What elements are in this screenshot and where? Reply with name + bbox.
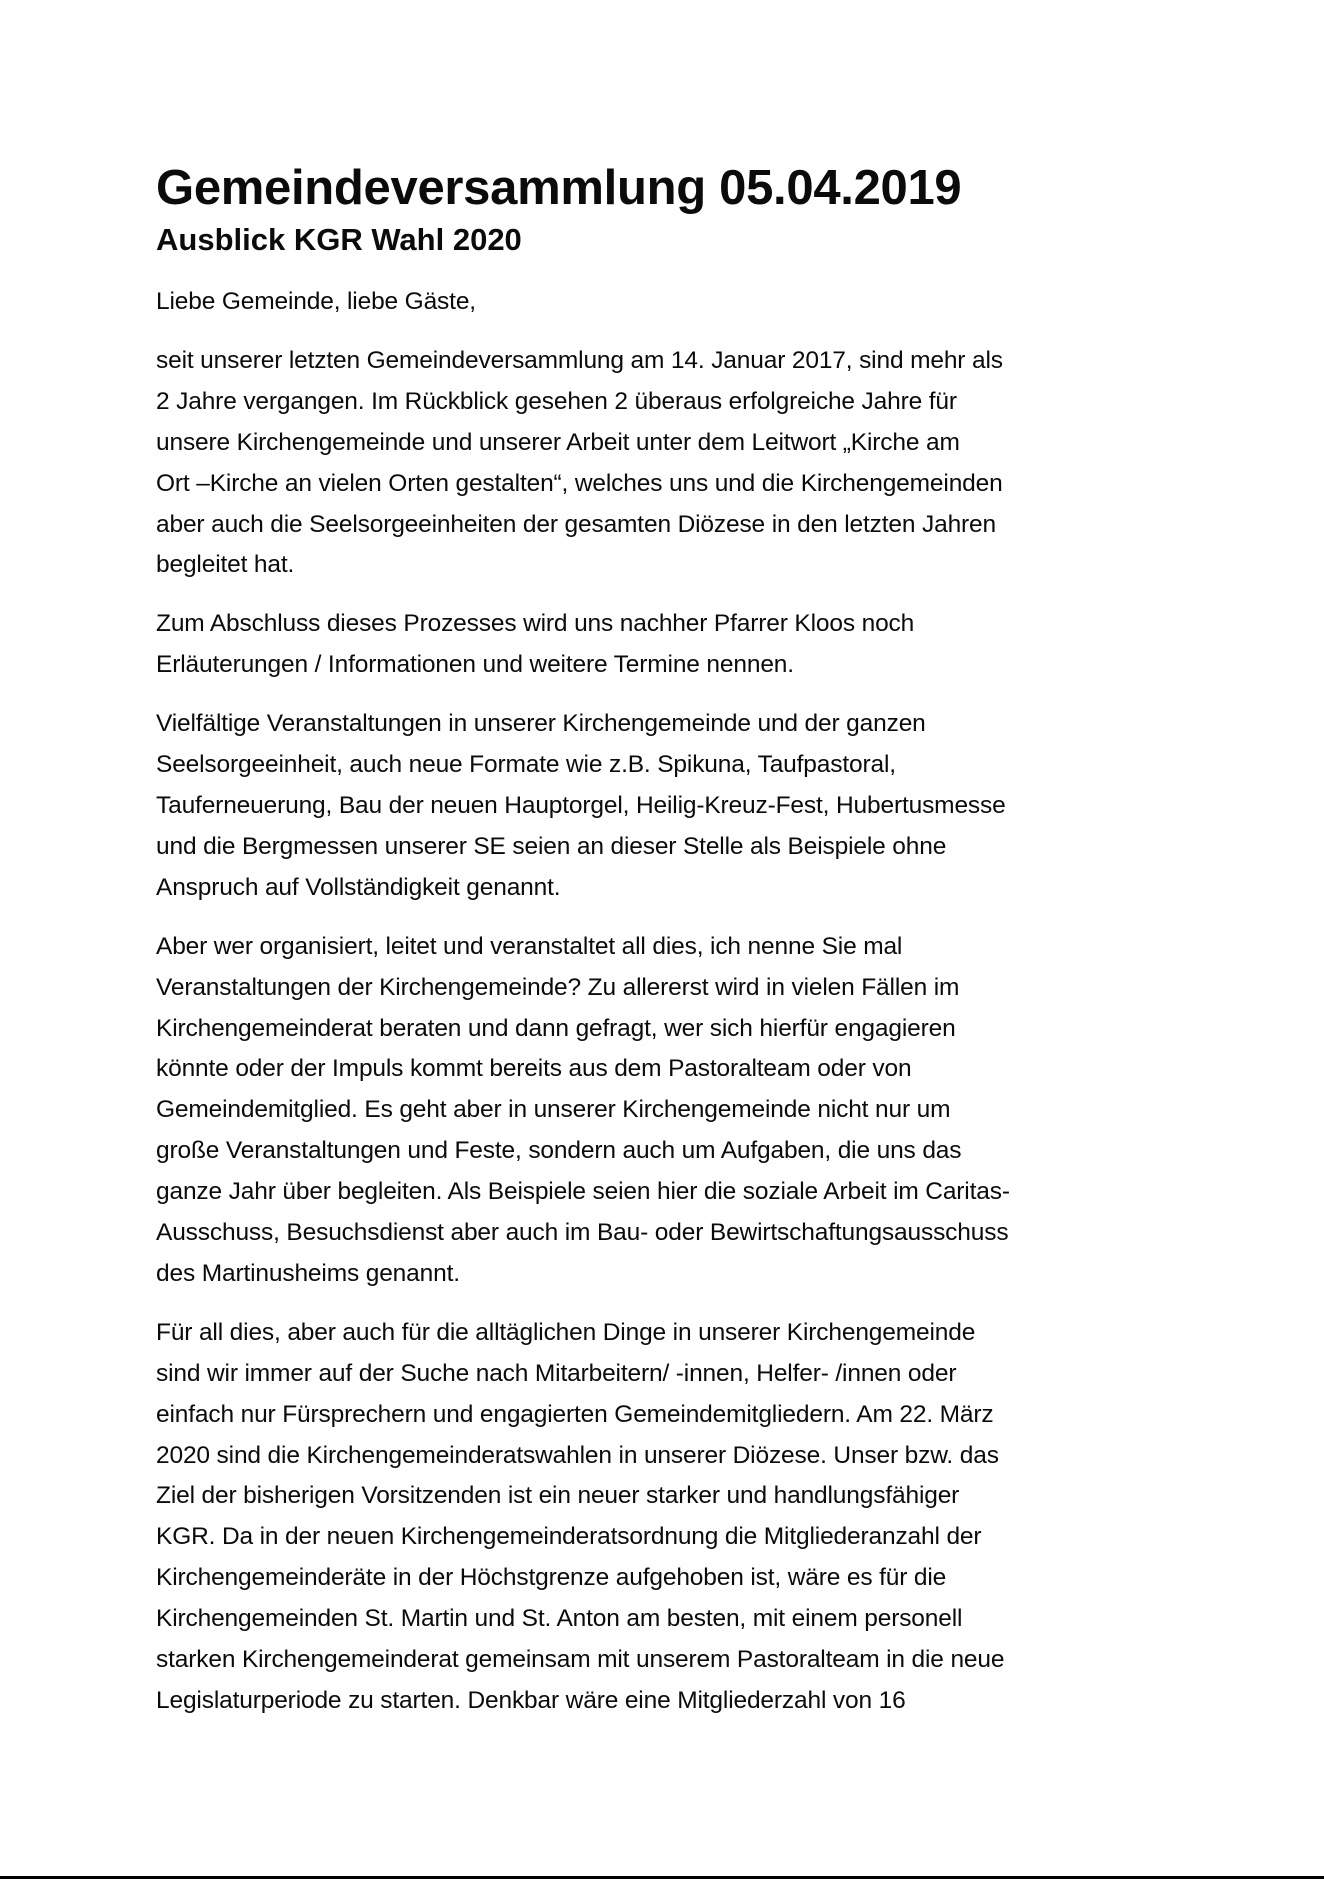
- text-line: seit unserer letzten Gemeindeversammlung am 14. Januar 2017, sind mehr als: [156, 346, 1003, 374]
- text-line: große Veranstaltungen und Feste, sondern auch um Aufgaben, die uns das: [156, 1137, 962, 1165]
- text-line: ganze Jahr über begleiten. Als Beispiele seien hier die soziale Arbeit im Caritas-: [156, 1178, 1010, 1206]
- document-title: Gemeindeversammlung 05.04.2019: [156, 161, 962, 215]
- text-line: Kirchengemeinderat beraten und dann gefragt, wer sich hierfür engagieren: [156, 1014, 956, 1042]
- document-subtitle: Ausblick KGR Wahl 2020: [156, 222, 522, 257]
- text-line: Veranstaltungen der Kirchengemeinde? Zu allererst wird in vielen Fällen im: [156, 973, 960, 1001]
- text-line: KGR. Da in der neuen Kirchengemeinderatsordnung die Mitgliederanzahl der: [156, 1523, 982, 1551]
- text-line: unsere Kirchengemeinde und unserer Arbeit unter dem Leitwort „Kirche am: [156, 428, 960, 456]
- text-line: Tauferneuerung, Bau der neuen Hauptorgel, Heilig-Kreuz-Fest, Hubertusmesse: [156, 791, 1006, 819]
- text-line: Ausschuss, Besuchsdienst aber auch im Bau- oder Bewirtschaftungsausschuss: [156, 1219, 1009, 1247]
- text-line: und die Bergmessen unserer SE seien an dieser Stelle als Beispiele ohne: [156, 832, 947, 860]
- text-line: Für all dies, aber auch für die alltäglichen Dinge in unserer Kirchengemeinde: [156, 1318, 976, 1346]
- text-line: Ort –Kirche an vielen Orten gestalten“, welches uns und die Kirchengemeinden: [156, 469, 1003, 497]
- paragraph: [156, 341, 1166, 586]
- text-line: Zum Abschluss dieses Prozesses wird uns nachher Pfarrer Kloos noch: [156, 610, 915, 638]
- text-line: 2020 sind die Kirchengemeinderatswahlen in unserer Diözese. Unser bzw. das: [156, 1441, 999, 1469]
- paragraph: [156, 927, 1166, 1295]
- paragraph: [156, 704, 1166, 909]
- text-line: Ziel der bisherigen Vorsitzenden ist ein neuer starker und handlungsfähiger: [156, 1482, 960, 1510]
- text-line: begleitet hat.: [156, 551, 295, 579]
- text-line: Legislaturperiode zu starten. Denkbar wäre eine Mitgliederzahl von 16: [156, 1687, 906, 1714]
- text-line: 2 Jahre vergangen. Im Rückblick gesehen 2 überaus erfolgreiche Jahre für: [156, 387, 957, 415]
- text-line: könnte oder der Impuls kommt bereits aus dem Pastoralteam oder von: [156, 1055, 912, 1083]
- greeting: Liebe Gemeinde, liebe Gäste,: [156, 288, 476, 315]
- body-paragraphs: [156, 341, 1166, 1722]
- text-line: des Martinusheims genannt.: [156, 1259, 460, 1287]
- text-line: aber auch die Seelsorgeeinheiten der gesamten Diözese in den letzten Jahren: [156, 510, 997, 538]
- text-line: Gemeindemitglied. Es geht aber in unserer Kirchengemeinde nicht nur um: [156, 1096, 951, 1124]
- text-line: Seelsorgeeinheit, auch neue Formate wie z.B. Spikuna, Taufpastoral,: [156, 751, 896, 779]
- paragraph: [156, 1313, 1166, 1722]
- document-page: [156, 160, 1166, 1722]
- text-line: einfach nur Fürsprechern und engagierten Gemeindemitgliedern. Am 22. März: [156, 1400, 994, 1428]
- text-line: Kirchengemeinderäte in der Höchstgrenze aufgehoben ist, wäre es für die: [156, 1564, 947, 1592]
- text-line: Kirchengemeinden St. Martin und St. Anton am besten, mit einem personell: [156, 1605, 963, 1633]
- text-line: Anspruch auf Vollständigkeit genannt.: [156, 873, 561, 901]
- paragraph: [156, 604, 1166, 686]
- text-line: Erläuterungen / Informationen und weitere Termine nennen.: [156, 651, 794, 679]
- text-line: sind wir immer auf der Suche nach Mitarbeitern/ -innen, Helfer- /innen oder: [156, 1359, 957, 1387]
- text-line: Aber wer organisiert, leitet und veranstaltet all dies, ich nenne Sie mal: [156, 932, 903, 960]
- text-line: starken Kirchengemeinderat gemeinsam mit unserem Pastoralteam in die neue: [156, 1646, 1005, 1674]
- text-line: Vielfältige Veranstaltungen in unserer Kirchengemeinde und der ganzen: [156, 710, 926, 738]
